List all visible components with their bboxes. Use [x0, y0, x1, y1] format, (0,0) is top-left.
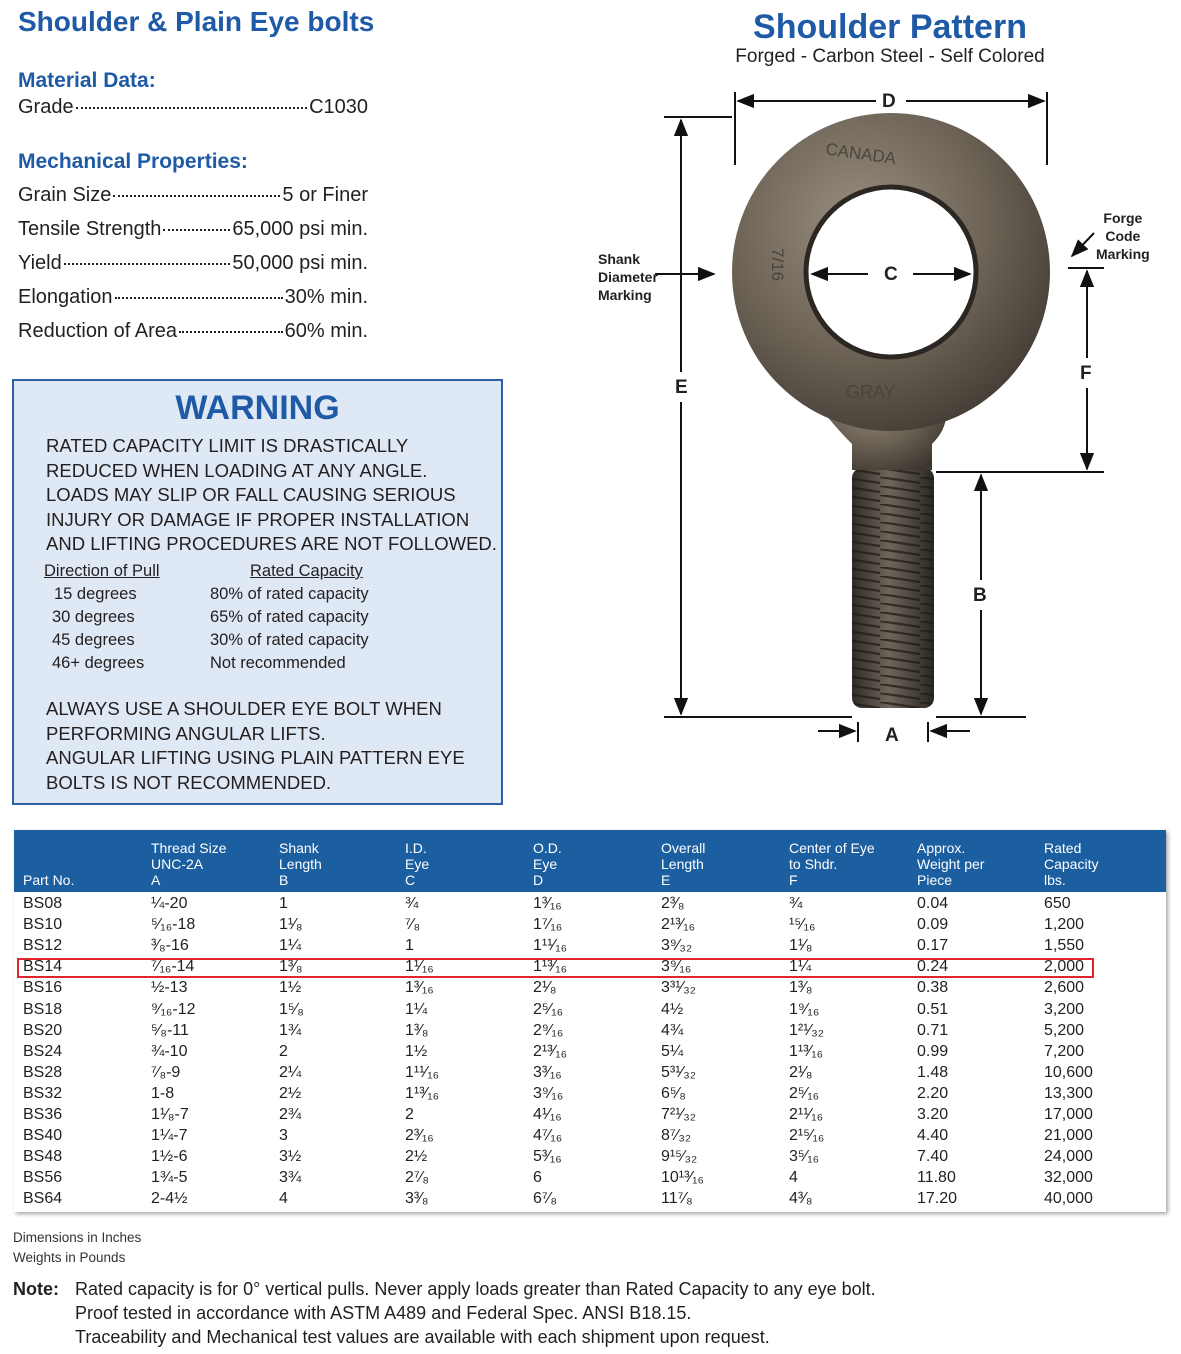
table-cell: 7²¹⁄₃₂: [661, 1106, 696, 1123]
table-cell: 2: [279, 1042, 288, 1060]
engraving-top: CANADA: [824, 139, 898, 169]
table-cell: 0.24: [917, 958, 949, 976]
table-cell: 9¹⁵⁄₃₂: [661, 1148, 698, 1166]
table-cell: ¾: [405, 895, 419, 912]
table-cell: 1³⁄₁₆: [405, 979, 434, 997]
table-cell: BS18: [23, 1000, 63, 1018]
table-cell: 1-8: [151, 1084, 175, 1102]
table-cell: 5³⁄₁₆: [533, 1148, 562, 1166]
warning-line: LOADS MAY SLIP OR FALL CAUSING SERIOUS: [46, 484, 456, 505]
table-cell: 1¾: [279, 1021, 302, 1039]
column-header: Center of Eye to Shdr. F: [789, 840, 875, 888]
column-header: I.D. Eye C: [405, 840, 430, 888]
table-cell: 2.20: [917, 1084, 949, 1102]
table-cell: 5,200: [1044, 1021, 1085, 1039]
table-cell: 0.04: [917, 895, 949, 912]
table-cell: 2: [405, 1106, 414, 1123]
table-cell: 1¹⁄₈: [279, 916, 303, 934]
table-row: [14, 1084, 1166, 1105]
table-cell: ⁵⁄₁₆-18: [151, 916, 196, 934]
table-cell: ³⁄₈-16: [151, 937, 189, 955]
table-cell: 2½: [279, 1084, 302, 1102]
table-cell: 3¾: [279, 1169, 302, 1187]
threaded-shank: [852, 468, 934, 708]
table-cell: 1¹¹⁄₁₆: [533, 937, 568, 955]
capacity-cell: Not recommended: [210, 654, 346, 672]
table-cell: 3⁹⁄₁₆: [533, 1084, 564, 1102]
table-cell: 2¹¹⁄₁₆: [789, 1106, 824, 1123]
table-cell: 1¹⁄₁₆: [405, 958, 434, 976]
table-cell: 2¹⁄₈: [533, 979, 557, 997]
table-cell: 1¼: [405, 1000, 428, 1018]
table-cell: 17,000: [1044, 1106, 1093, 1123]
footnote-dimensions: Dimensions in Inches: [13, 1230, 142, 1245]
table-row: [14, 894, 1166, 915]
table-cell: 0.17: [917, 937, 949, 955]
table-cell: 32,000: [1044, 1169, 1093, 1187]
property-row: [18, 96, 368, 119]
table-cell: 11.80: [917, 1169, 956, 1187]
table-cell: 1¹³⁄₁₆: [405, 1084, 440, 1102]
table-cell: BS08: [23, 895, 63, 912]
table-cell: 1⁵⁄₈: [279, 1000, 304, 1018]
property-label: Grain Size: [18, 184, 112, 206]
engraving-bottom: GRAY: [846, 382, 896, 402]
table-cell: 21,000: [1044, 1127, 1093, 1145]
table-cell: 3³⁄₈: [405, 1190, 429, 1208]
property-row: [18, 184, 368, 207]
table-row: [14, 1042, 1166, 1063]
table-cell: 5¼: [661, 1042, 684, 1060]
table-row: [14, 1000, 1166, 1021]
property-value: 65,000 psi min.: [232, 218, 368, 240]
table-cell: 2½: [405, 1148, 428, 1166]
table-cell: ¼-20: [151, 895, 188, 912]
table-cell: 2¹⁄₈: [789, 1063, 813, 1081]
table-cell: BS56: [23, 1169, 63, 1187]
table-cell: 1¹⁄₈-7: [151, 1106, 189, 1123]
table-row: [14, 978, 1166, 999]
table-cell: BS12: [23, 937, 63, 955]
table-cell: 24,000: [1044, 1148, 1093, 1166]
table-cell: 1½: [405, 1042, 428, 1060]
table-cell: BS20: [23, 1021, 63, 1039]
table-row: [14, 1168, 1166, 1189]
table-cell: 7.40: [917, 1148, 949, 1166]
table-cell: BS16: [23, 979, 63, 997]
direction-cell: 30 degrees: [52, 608, 135, 626]
table-cell: 1³⁄₁₆: [533, 895, 562, 912]
table-row: [14, 1105, 1166, 1126]
table-cell: ⁷⁄₈: [405, 916, 421, 934]
property-row: [18, 218, 368, 241]
table-cell: 2¼: [279, 1063, 302, 1081]
table-cell: 4.40: [917, 1127, 949, 1145]
table-cell: ⁷⁄₁₆-14: [151, 958, 195, 976]
table-cell: BS28: [23, 1063, 63, 1081]
table-cell: 2⁹⁄₁₆: [533, 1021, 564, 1039]
table-cell: 2-4½: [151, 1190, 188, 1208]
table-cell: 1¾-5: [151, 1169, 188, 1187]
dim-label-a: A: [885, 725, 899, 746]
table-cell: 1,200: [1044, 916, 1085, 934]
table-cell: 0.09: [917, 916, 949, 934]
property-value: 30% min.: [284, 286, 368, 308]
property-label: Elongation: [18, 286, 113, 308]
dim-label-e: E: [675, 377, 688, 398]
table-cell: 3⁹⁄₃₂: [661, 937, 693, 955]
table-cell: 4³⁄₈: [789, 1190, 813, 1208]
table-cell: 1²¹⁄₃₂: [789, 1021, 824, 1039]
forge-marking-annotation: Forge Code Marking: [1096, 210, 1150, 262]
material-heading: Material Data:: [18, 69, 156, 92]
table-cell: 17.20: [917, 1190, 958, 1208]
table-cell: 2,600: [1044, 979, 1085, 997]
eye-bolt-diagram: [580, 80, 1180, 770]
table-cell: 1³⁄₈: [789, 979, 813, 997]
table-cell: ¹⁵⁄₁₆: [789, 916, 816, 934]
spec-table: [14, 830, 1166, 1212]
property-value: 5 or Finer: [282, 184, 368, 206]
engraving-side: 7/16: [768, 248, 787, 282]
table-cell: ⁷⁄₈-9: [151, 1063, 181, 1081]
column-header: O.D. Eye D: [533, 840, 562, 888]
table-cell: 2⁵⁄₁₆: [533, 1000, 564, 1018]
table-cell: 3⁹⁄₁₆: [661, 958, 692, 976]
warning-footer-line: ANGULAR LIFTING USING PLAIN PATTERN EYE: [46, 747, 465, 768]
table-cell: 650: [1044, 895, 1071, 912]
column-header: Thread Size UNC-2A A: [151, 840, 227, 888]
table-cell: 1¼-7: [151, 1127, 188, 1145]
table-row: [14, 1063, 1166, 1084]
direction-cell: 46+ degrees: [52, 654, 145, 672]
table-cell: BS14: [23, 958, 63, 976]
property-label: Yield: [18, 252, 62, 274]
table-cell: 2¾: [279, 1106, 302, 1123]
table-cell: 1¹³⁄₁₆: [789, 1042, 824, 1060]
warning-footer-line: PERFORMING ANGULAR LIFTS.: [46, 723, 326, 744]
warning-line: INJURY OR DAMAGE IF PROPER INSTALLATION: [46, 509, 470, 530]
dim-label-f: F: [1080, 363, 1092, 384]
table-cell: ½-13: [151, 979, 188, 997]
table-row: [14, 1189, 1166, 1210]
table-cell: BS40: [23, 1127, 63, 1145]
table-cell: 8⁷⁄₃₂: [661, 1127, 692, 1145]
table-cell: 6: [533, 1169, 542, 1187]
table-cell: ⁹⁄₁₆-12: [151, 1000, 196, 1018]
table-cell: 3⁵⁄₁₆: [789, 1148, 820, 1166]
page-title: Shoulder & Plain Eye bolts: [18, 6, 375, 37]
property-row: [18, 286, 368, 309]
direction-cell: 15 degrees: [54, 585, 137, 603]
note-line: Traceability and Mechanical test values are available with each shipment upon request.: [75, 1327, 770, 1347]
table-cell: 1⁹⁄₁₆: [789, 1000, 820, 1018]
table-cell: 4⁷⁄₁₆: [533, 1127, 563, 1145]
table-row: [14, 915, 1166, 936]
capacity-cell: 30% of rated capacity: [210, 631, 369, 649]
table-cell: 1½-6: [151, 1148, 188, 1166]
property-label: Reduction of Area: [18, 320, 177, 342]
column-header: Shank Length B: [279, 840, 322, 888]
table-cell: 0.99: [917, 1042, 949, 1060]
table-cell: 2¹³⁄₁₆: [661, 916, 696, 934]
capacity-cell: 65% of rated capacity: [210, 608, 369, 626]
table-cell: 1½: [279, 979, 302, 997]
table-cell: 11⁷⁄₈: [661, 1190, 693, 1208]
table-cell: 1¼: [279, 937, 302, 955]
table-cell: BS10: [23, 916, 63, 934]
table-cell: 2³⁄₁₆: [405, 1127, 434, 1145]
table-cell: 3³¹⁄₃₂: [661, 979, 696, 997]
table-cell: 3,200: [1044, 1000, 1085, 1018]
dim-label-c: C: [884, 264, 898, 285]
property-row: [18, 320, 368, 343]
column-header: Part No.: [23, 872, 75, 888]
table-cell: BS36: [23, 1106, 63, 1123]
table-cell: 2¹⁵⁄₁₆: [789, 1127, 825, 1145]
table-cell: ¾: [789, 895, 803, 912]
dim-label-b: B: [973, 585, 987, 606]
warning-box: [12, 379, 503, 805]
table-cell: 4: [279, 1190, 288, 1208]
direction-cell: 45 degrees: [52, 631, 135, 649]
note-line: Proof tested in accordance with ASTM A489 and Federal Spec. ANSI B18.15.: [75, 1303, 692, 1323]
table-cell: 1³⁄₈: [279, 958, 303, 976]
diagram-title: Shoulder Pattern: [753, 8, 1027, 46]
note-line: Rated capacity is for 0° vertical pulls. Never apply loads greater than Rated Capacity to any eye bolt.: [75, 1279, 876, 1299]
warning-line: REDUCED WHEN LOADING AT ANY ANGLE.: [46, 460, 428, 481]
table-row: [14, 936, 1166, 957]
warning-line: RATED CAPACITY LIMIT IS DRASTICALLY: [46, 435, 409, 456]
note-label: Note:: [13, 1279, 59, 1299]
table-cell: BS32: [23, 1084, 63, 1102]
table-row: [14, 1021, 1166, 1042]
table-cell: ⁵⁄₈-11: [151, 1021, 189, 1039]
table-cell: 2,000: [1044, 958, 1085, 976]
table-cell: 3: [279, 1127, 288, 1145]
property-value: C1030: [309, 96, 368, 118]
dim-label-d: D: [882, 91, 896, 112]
table-cell: 40,000: [1044, 1190, 1093, 1208]
table-cell: 6⁷⁄₈: [533, 1190, 557, 1208]
property-value: 60% min.: [284, 320, 368, 342]
table-cell: 2³⁄₈: [661, 895, 685, 912]
table-cell: 1¹³⁄₁₆: [533, 958, 568, 976]
table-cell: 3³⁄₁₆: [533, 1063, 562, 1081]
capacity-cell: 80% of rated capacity: [210, 585, 369, 603]
table-cell: 7,200: [1044, 1042, 1085, 1060]
table-cell: ¾-10: [151, 1042, 188, 1060]
table-cell: 2⁵⁄₁₆: [789, 1084, 820, 1102]
table-cell: 1.48: [917, 1063, 949, 1081]
table-cell: 0.71: [917, 1021, 949, 1039]
table-cell: 1,550: [1044, 937, 1085, 955]
table-cell: BS64: [23, 1190, 63, 1208]
warning-line: AND LIFTING PROCEDURES ARE NOT FOLLOWED.: [46, 533, 497, 554]
table-cell: 0.38: [917, 979, 949, 997]
table-cell: 1: [405, 937, 414, 955]
table-cell: 1⁷⁄₁₆: [533, 916, 563, 934]
warning-footer-line: BOLTS IS NOT RECOMMENDED.: [46, 772, 332, 793]
table-cell: 4¹⁄₁₆: [533, 1106, 562, 1123]
table-cell: 13,300: [1044, 1084, 1093, 1102]
property-value: 50,000 psi min.: [232, 252, 368, 274]
highlighted-row-outline: [17, 958, 1094, 978]
table-cell: 4: [789, 1169, 798, 1187]
table-cell: 2¹³⁄₁₆: [533, 1042, 568, 1060]
table-cell: BS48: [23, 1148, 63, 1166]
capacity-header: Rated Capacity: [250, 562, 363, 580]
column-header: Rated Capacity lbs.: [1044, 840, 1099, 888]
table-cell: 10¹³⁄₁₆: [661, 1169, 704, 1187]
table-cell: 0.51: [917, 1000, 949, 1018]
table-cell: 1¹⁄₈: [789, 937, 813, 955]
mechanical-heading: Mechanical Properties:: [18, 150, 248, 173]
table-header: [14, 830, 1166, 892]
diagram-subtitle: Forged - Carbon Steel - Self Colored: [735, 46, 1045, 67]
warning-title: WARNING: [175, 389, 340, 427]
table-cell: 2⁷⁄₈: [405, 1169, 429, 1187]
table-cell: 1: [279, 895, 288, 912]
property-label: Tensile Strength: [18, 218, 162, 240]
table-cell: 4½: [661, 1000, 684, 1018]
property-row: [18, 252, 368, 275]
table-row: [14, 1126, 1166, 1147]
table-cell: 6⁵⁄₈: [661, 1084, 686, 1102]
table-cell: 1¹¹⁄₁₆: [405, 1063, 440, 1081]
table-cell: 3.20: [917, 1106, 949, 1123]
table-cell: 5³¹⁄₃₂: [661, 1063, 696, 1081]
table-cell: 4¾: [661, 1021, 684, 1039]
shank-marking-annotation: Shank Diameter Marking: [598, 251, 658, 303]
table-cell: 3½: [279, 1148, 302, 1166]
column-header: Overall Length E: [661, 840, 706, 888]
table-cell: 1¼: [789, 958, 812, 976]
property-label: Grade: [18, 96, 74, 118]
table-row: [14, 1147, 1166, 1168]
table-cell: BS24: [23, 1042, 63, 1060]
warning-footer-line: ALWAYS USE A SHOULDER EYE BOLT WHEN: [46, 698, 442, 719]
table-cell: 10,600: [1044, 1063, 1093, 1081]
footnote-weights: Weights in Pounds: [13, 1250, 126, 1265]
direction-header: Direction of Pull: [44, 562, 160, 580]
column-header: Approx. Weight per Piece: [917, 840, 985, 888]
table-cell: 1³⁄₈: [405, 1021, 429, 1039]
